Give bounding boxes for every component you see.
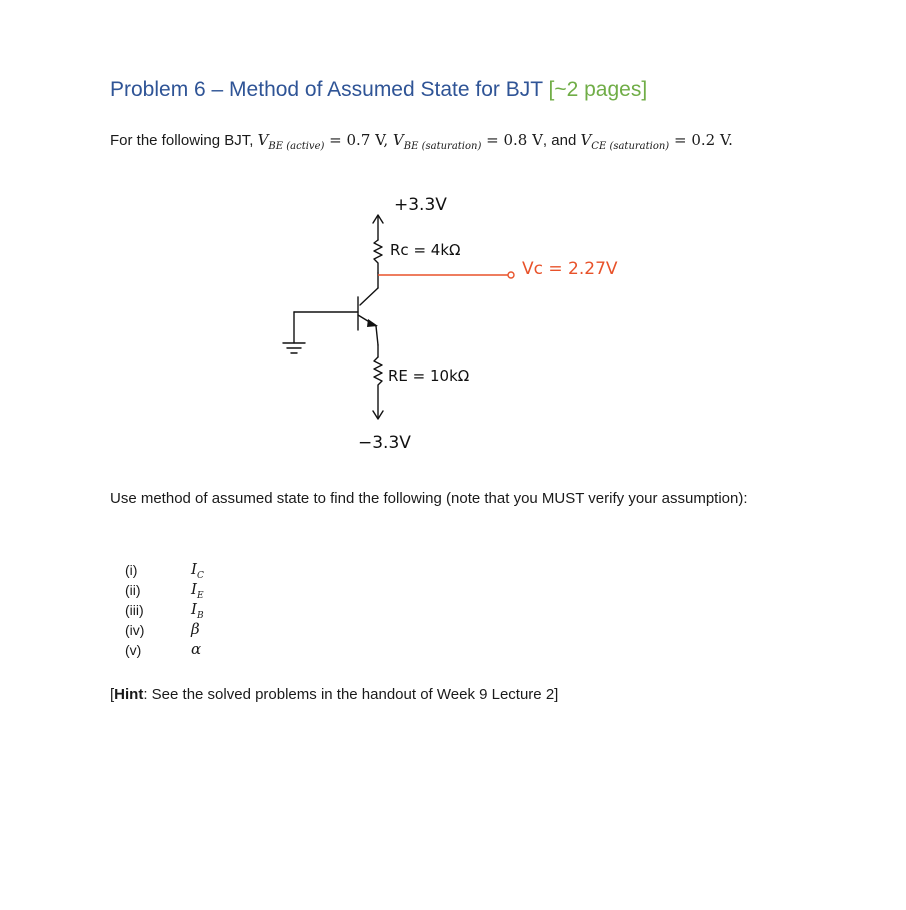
vbe-active-symbol: $V_{BE (active)}$ [257, 131, 325, 152]
item-number: (i) [125, 562, 138, 578]
collector-lead [360, 288, 378, 305]
emitter-arrow-icon [367, 319, 378, 327]
list-item [125, 600, 204, 620]
list-item [125, 640, 204, 660]
re-label: RE = 10kΩ [388, 367, 470, 385]
hint-label: Hint [114, 686, 144, 703]
vcc-label: +3.3V [394, 195, 447, 215]
item-number: (ii) [125, 582, 141, 598]
rc-label: Rc = 4kΩ [390, 241, 461, 259]
list-item [125, 560, 204, 580]
hint-text: [Hint: See the solved problems in the handout of Week 9 Lecture 2] [110, 686, 559, 703]
item-symbol: $I_C$ [191, 559, 204, 581]
item-symbol: $I_E$ [191, 579, 204, 601]
vc-node-terminal [508, 272, 514, 278]
vbe-active-value: = 0.7 V, [324, 131, 393, 149]
vce-sat-value: = 0.2 V. [669, 131, 733, 149]
vee-label: −3.3V [358, 433, 411, 453]
given-intro: For the following BJT, [110, 132, 258, 149]
vbe-sat-symbol: $V_{BE (saturation)}$ [392, 131, 482, 152]
list-item [125, 620, 204, 640]
bjt-circuit-diagram [270, 185, 690, 465]
list-item [125, 580, 204, 600]
vc-label: Vc = 2.27V [522, 259, 618, 279]
problem-title-main: Problem 6 – Method of Assumed State for BJT [110, 78, 543, 101]
task-instructions: Use method of assumed state to find the following (note that you MUST verify your assumption): [110, 490, 748, 507]
vce-sat-symbol: $V_{CE (saturation)}$ [580, 131, 670, 152]
item-number: (iv) [125, 622, 145, 638]
problem-title [110, 78, 647, 102]
given-parameters [110, 131, 733, 152]
problem-page-note: [~2 pages] [548, 78, 648, 101]
and-text: , and [542, 132, 581, 149]
rc-resistor [374, 240, 382, 273]
re-resistor [374, 357, 382, 417]
item-symbol: α [191, 639, 202, 658]
item-symbol: $I_B$ [191, 599, 204, 621]
item-number: (v) [125, 642, 142, 658]
item-symbol: β [191, 619, 200, 638]
vbe-sat-value: = 0.8 V [481, 131, 543, 149]
item-number: (iii) [125, 602, 144, 618]
question-list [125, 560, 204, 660]
